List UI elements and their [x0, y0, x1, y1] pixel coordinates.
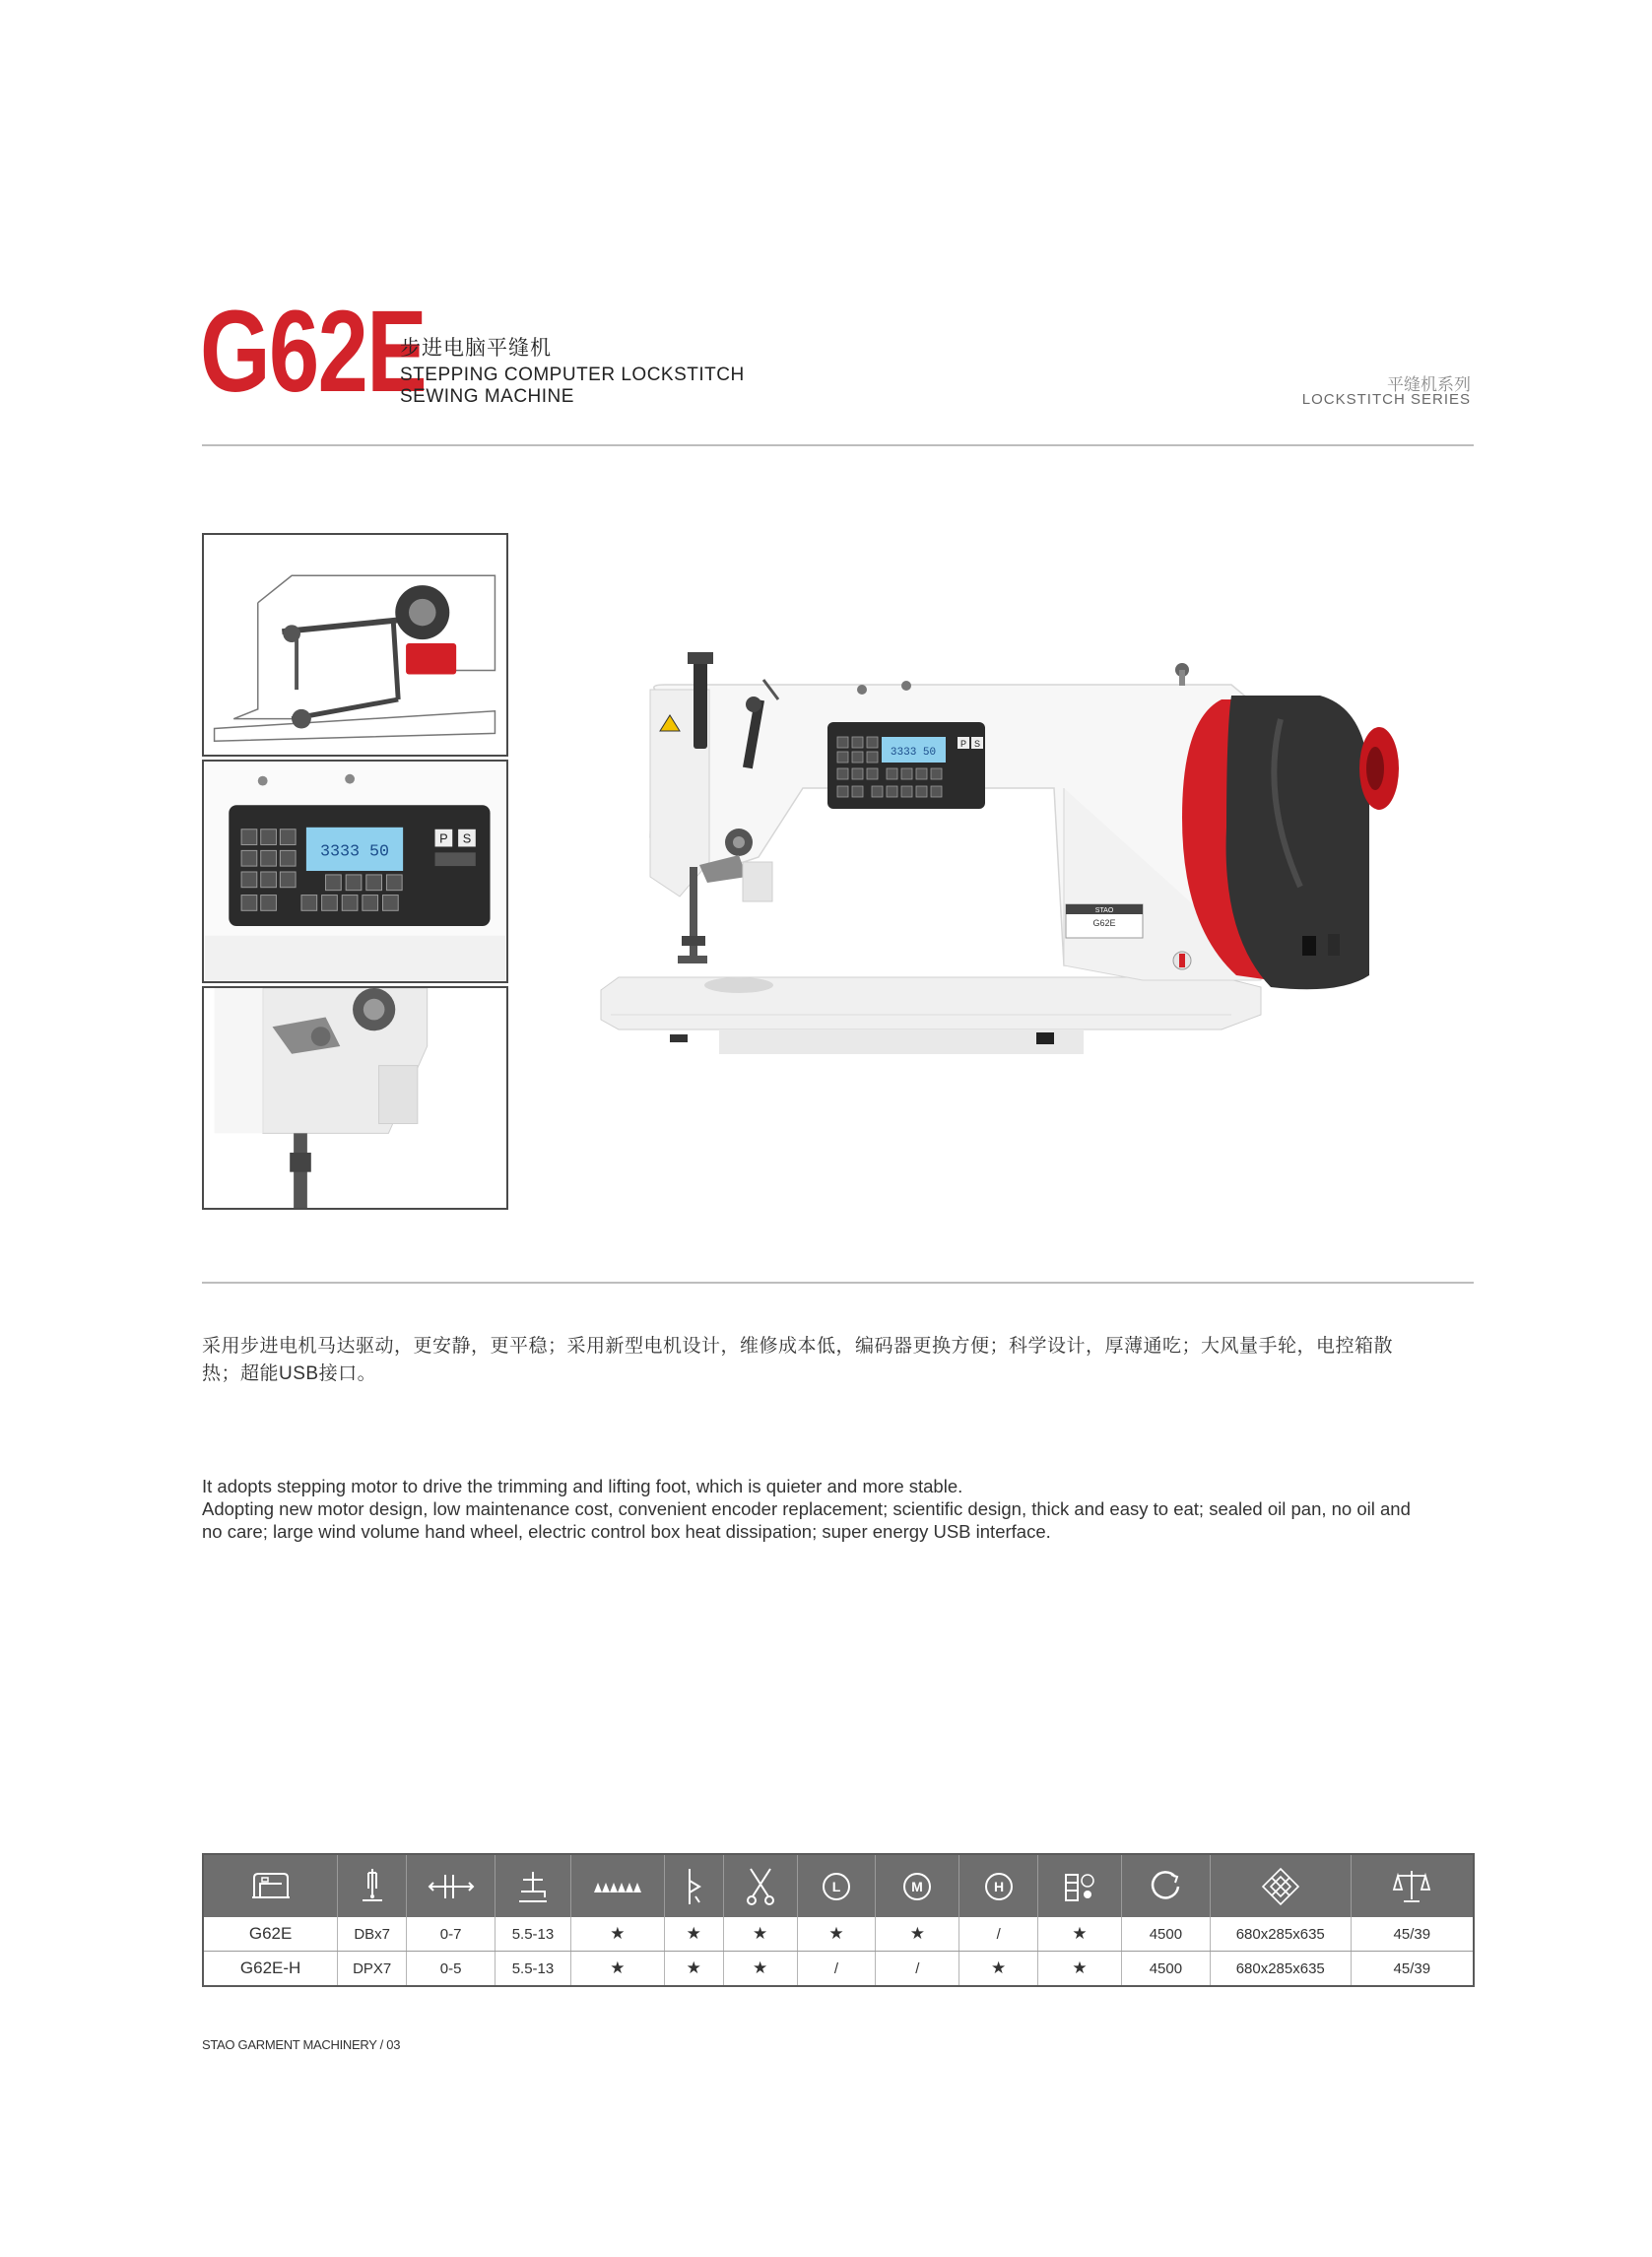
- main-machine-image: [591, 640, 1399, 1094]
- feed-dog-icon: [570, 1854, 664, 1917]
- feed-cell: ★: [570, 1917, 664, 1952]
- size-cell: 680x285x635: [1210, 1952, 1351, 1987]
- description-english: [202, 1475, 1478, 1543]
- bobbin-cell: ★: [1038, 1952, 1122, 1987]
- medium-cell: /: [876, 1952, 959, 1987]
- weight-cell: 45/39: [1351, 1917, 1474, 1952]
- spec-table: [202, 1853, 1475, 1987]
- series-chinese: 平缝机系列: [1387, 375, 1471, 394]
- medium-letter: M: [911, 1878, 924, 1894]
- control-panel-thumbnail: [202, 760, 508, 983]
- light-cell: /: [797, 1952, 876, 1987]
- heavy-cell: /: [959, 1917, 1038, 1952]
- light-cell: ★: [797, 1917, 876, 1952]
- trimmer-cell: ★: [723, 1952, 797, 1987]
- title-english: [400, 365, 745, 408]
- needle-system-cell: DPX7: [338, 1952, 407, 1987]
- speed-cell: 4500: [1121, 1917, 1210, 1952]
- foot-lift-cell: 5.5-13: [496, 1917, 571, 1952]
- main-panel-key-s: S: [973, 739, 981, 749]
- page-footer: STAO GARMENT MACHINERY / 03: [202, 2037, 401, 2052]
- description-chinese: [202, 1333, 1474, 1388]
- stitch-length-cell: 0-5: [407, 1952, 496, 1987]
- needle-bar-cell: ★: [664, 1917, 723, 1952]
- needle-icon: [338, 1854, 407, 1917]
- panel-display-text: 3333 50: [319, 842, 390, 862]
- foot-lift-cell: 5.5-13: [496, 1952, 571, 1987]
- description-chinese-line2: 热；超能USB接口。: [202, 1363, 377, 1384]
- model-cell: G62E-H: [203, 1952, 338, 1987]
- main-panel-key-p: P: [959, 739, 967, 749]
- description-english-line1: It adopts stepping motor to drive the trimming and lifting foot, which is quieter and more stable.: [202, 1476, 963, 1496]
- series-english: LOCKSTITCH SERIES: [1301, 391, 1471, 408]
- panel-key-p: P: [439, 830, 448, 846]
- medium-material-icon: [876, 1854, 959, 1917]
- feed-cell: ★: [570, 1952, 664, 1987]
- package-size-icon: [1210, 1854, 1351, 1917]
- needle-bar-icon: [664, 1854, 723, 1917]
- bobbin-winder-icon: [1038, 1854, 1122, 1917]
- control-panel-drawing: [204, 762, 506, 981]
- size-cell: 680x285x635: [1210, 1917, 1351, 1952]
- sewing-machine-drawing: [591, 640, 1399, 1094]
- spec-row-g62e: [203, 1917, 1474, 1952]
- speed-icon: [1121, 1854, 1210, 1917]
- sewing-machine-icon: [203, 1854, 338, 1917]
- description-english-line3: no care; large wind volume hand wheel, electric control box heat dissipation; super energy USB interface.: [202, 1521, 1051, 1542]
- heavy-material-icon: [959, 1854, 1038, 1917]
- mechanism-drawing: [204, 535, 506, 755]
- image-divider: [202, 1282, 1474, 1284]
- trimmer-cell: ★: [723, 1917, 797, 1952]
- nameplate-brand: STAO: [1094, 907, 1114, 914]
- needle-bar-cell: ★: [664, 1952, 723, 1987]
- heavy-cell: ★: [959, 1952, 1038, 1987]
- scissors-icon: [723, 1854, 797, 1917]
- spec-row-g62e-h: [203, 1952, 1474, 1987]
- stitch-length-cell: 0-7: [407, 1917, 496, 1952]
- weight-icon: [1351, 1854, 1474, 1917]
- needle-area-drawing: [204, 988, 506, 1208]
- presser-foot-lift-icon: [496, 1854, 571, 1917]
- description-chinese-line1: 采用步进电机马达驱动，更安静，更平稳；采用新型电机设计，维修成本低，编码器更换方便；科学设计，厚薄通吃；大风量手轮，电控箱散: [202, 1336, 1394, 1357]
- model-cell: G62E: [203, 1917, 338, 1952]
- needle-area-thumbnail: [202, 986, 508, 1210]
- panel-key-s: S: [462, 830, 472, 846]
- light-material-icon: [797, 1854, 876, 1917]
- light-letter: L: [831, 1878, 841, 1894]
- main-panel-display-text: 3333 50: [890, 747, 937, 759]
- nameplate-model: G62E: [1092, 918, 1116, 928]
- weight-cell: 45/39: [1393, 1959, 1431, 1977]
- heavy-letter: H: [993, 1878, 1004, 1894]
- stitch-length-icon: [407, 1854, 496, 1917]
- needle-system-cell: DBx7: [338, 1917, 407, 1952]
- title-chinese: 步进电脑平缝机: [400, 337, 552, 360]
- speed-cell: 4500: [1121, 1952, 1210, 1987]
- spec-header-row: [203, 1854, 1474, 1917]
- medium-cell: ★: [876, 1917, 959, 1952]
- description-english-line2: Adopting new motor design, low maintenance cost, convenient encoder replacement; scientific design, thick and easy to eat; sealed oil pan, no oil and: [202, 1498, 1411, 1519]
- mechanism-thumbnail: [202, 533, 508, 757]
- header-divider: [202, 444, 1474, 446]
- model-title: G62E: [200, 287, 427, 417]
- title-english-line2: SEWING MACHINE: [400, 386, 574, 407]
- title-english-line1: STEPPING COMPUTER LOCKSTITCH: [400, 365, 745, 385]
- bobbin-cell: ★: [1038, 1917, 1122, 1952]
